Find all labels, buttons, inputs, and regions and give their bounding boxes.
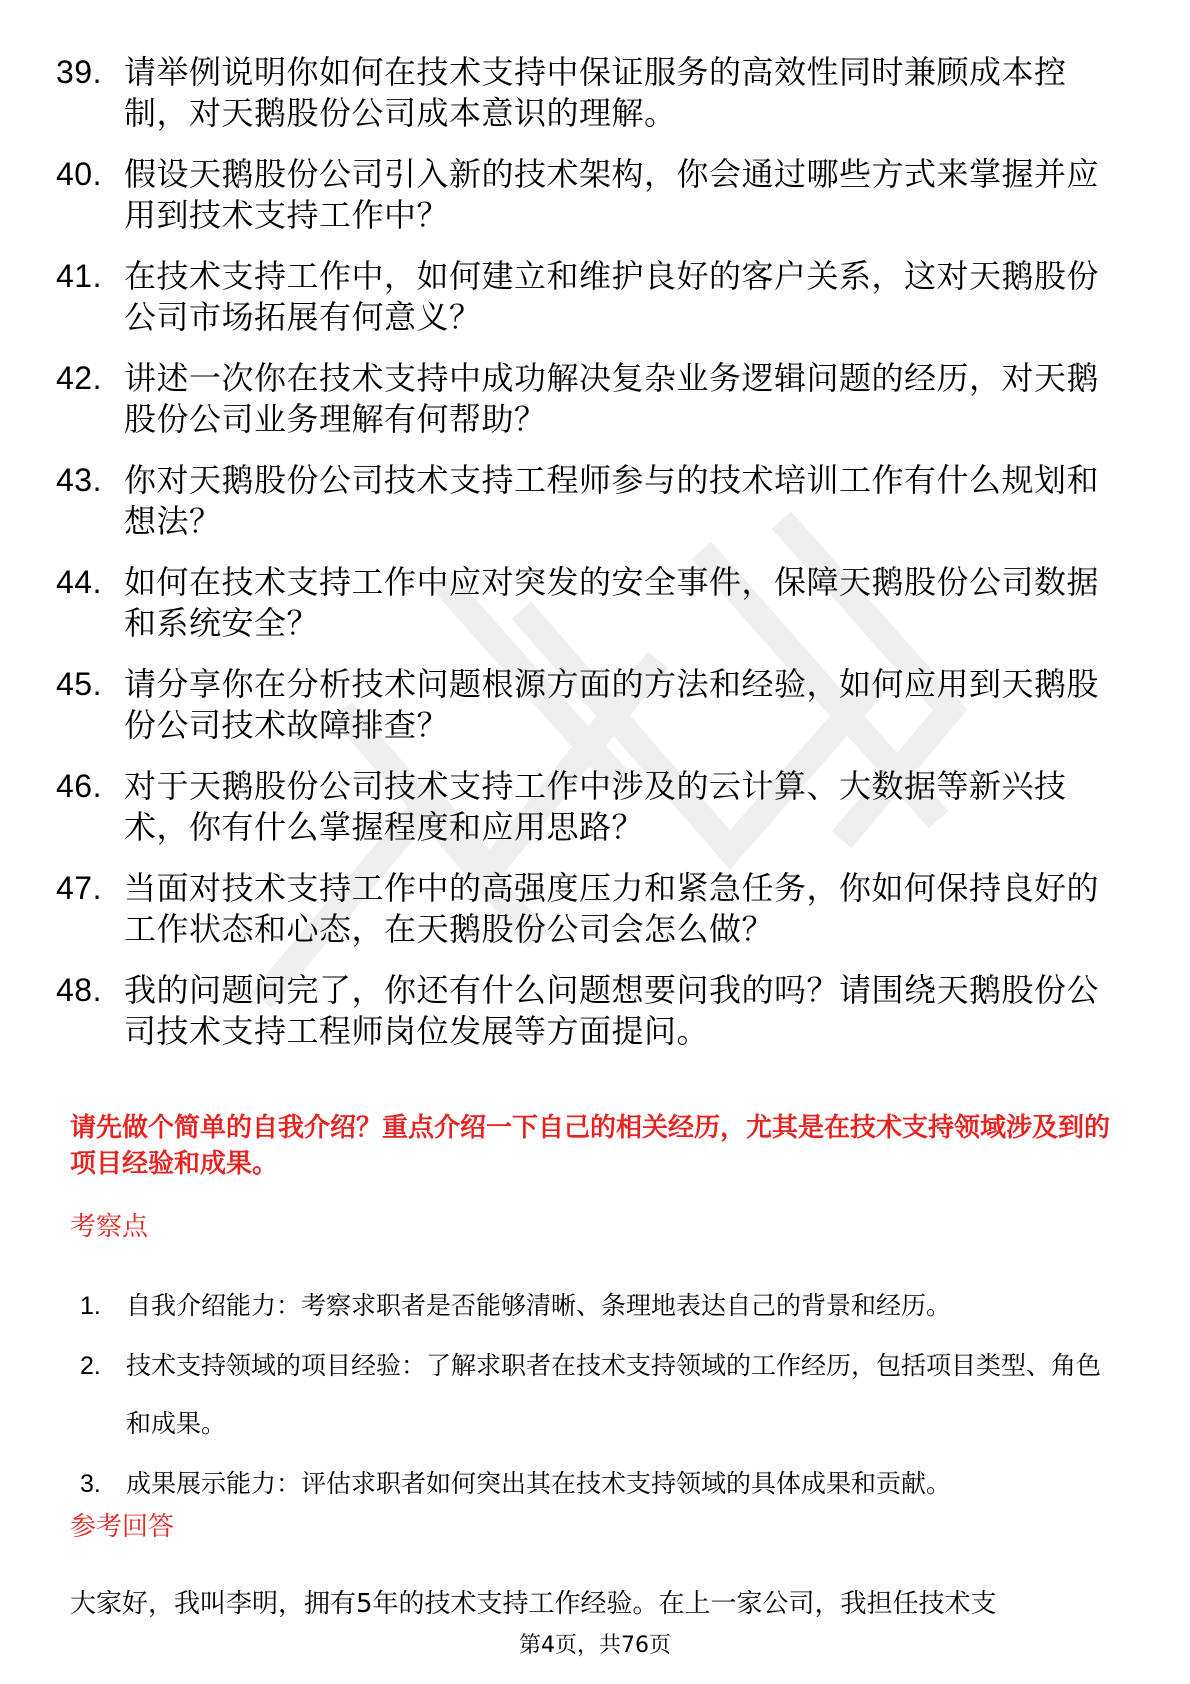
question-list — [56, 52, 1116, 1072]
question-item — [56, 52, 1116, 134]
question-number: 48. — [56, 972, 102, 1008]
question-item — [56, 256, 1116, 338]
question-item — [56, 970, 1116, 1052]
focus-point-item — [80, 1455, 1120, 1513]
page-footer: 第4页，共76页 — [519, 1633, 671, 1658]
focus-point-number: 1. — [80, 1292, 101, 1320]
question-number: 47. — [56, 870, 102, 906]
question-item — [56, 766, 1116, 848]
question-number: 43. — [56, 462, 102, 498]
answer-text: 大家好，我叫李明，拥有5年的技术支持工作经验。在上一家公司，我担任技术支 — [70, 1589, 997, 1619]
question-item — [56, 664, 1116, 746]
focus-point-list — [80, 1277, 1120, 1515]
question-item — [56, 562, 1116, 644]
question-number: 46. — [56, 768, 102, 804]
question-text: 我的问题问完了，你还有什么问题想要问我的吗？请围绕天鹅股份公司技术支持工程师岗位发展等方面提问。 — [124, 971, 1100, 1050]
question-text: 讲述一次你在技术支持中成功解决复杂业务逻辑问题的经历，对天鹅股份公司业务理解有何帮助？ — [124, 359, 1100, 438]
question-text: 你对天鹅股份公司技术支持工程师参与的技术培训工作有什么规划和想法？ — [124, 461, 1100, 540]
question-number: 40. — [56, 156, 102, 192]
question-number: 44. — [56, 564, 102, 600]
question-text: 当面对技术支持工作中的高强度压力和紧急任务，你如何保持良好的工作状态和心态，在天鹅股份公司会怎么做？ — [124, 869, 1100, 948]
focus-point-text: 技术支持领域的项目经验：了解求职者在技术支持领域的工作经历，包括项目类型、角色和成果。 — [126, 1351, 1102, 1438]
intro-question: 请先做个简单的自我介绍？重点介绍一下自己的相关经历，尤其是在技术支持领域涉及到的项目经验和成果。 — [70, 1113, 1111, 1179]
question-text: 在技术支持工作中，如何建立和维护良好的客户关系，这对天鹅股份公司市场拓展有何意义？ — [124, 257, 1100, 336]
question-number: 41. — [56, 258, 102, 294]
question-text: 请分享你在分析技术问题根源方面的方法和经验，如何应用到天鹅股份公司技术故障排查？ — [124, 665, 1100, 744]
focus-point-text: 自我介绍能力：考察求职者是否能够清晰、条理地表达自己的背景和经历。 — [126, 1291, 952, 1320]
focus-point-text: 成果展示能力：评估求职者如何突出其在技术支持领域的具体成果和贡献。 — [126, 1469, 952, 1498]
question-item — [56, 154, 1116, 236]
question-item — [56, 868, 1116, 950]
answer-heading: 参考回答 — [70, 1512, 175, 1542]
question-text: 假设天鹅股份公司引入新的技术架构，你会通过哪些方式来掌握并应用到技术支持工作中？ — [124, 155, 1100, 234]
focus-point-item — [80, 1337, 1120, 1453]
question-number: 39. — [56, 54, 102, 90]
focus-heading: 考察点 — [70, 1212, 149, 1242]
question-item — [56, 460, 1116, 542]
question-text: 如何在技术支持工作中应对突发的安全事件，保障天鹅股份公司数据和系统安全？ — [124, 563, 1100, 642]
question-number: 42. — [56, 360, 102, 396]
question-text: 对于天鹅股份公司技术支持工作中涉及的云计算、大数据等新兴技术，你有什么掌握程度和应用思路？ — [124, 767, 1067, 846]
question-text: 请举例说明你如何在技术支持中保证服务的高效性同时兼顾成本控制，对天鹅股份公司成本意识的理解。 — [124, 53, 1067, 132]
focus-point-number: 3. — [80, 1470, 101, 1498]
question-number: 45. — [56, 666, 102, 702]
focus-point-item — [80, 1277, 1120, 1335]
focus-point-number: 2. — [80, 1352, 101, 1380]
question-item — [56, 358, 1116, 440]
